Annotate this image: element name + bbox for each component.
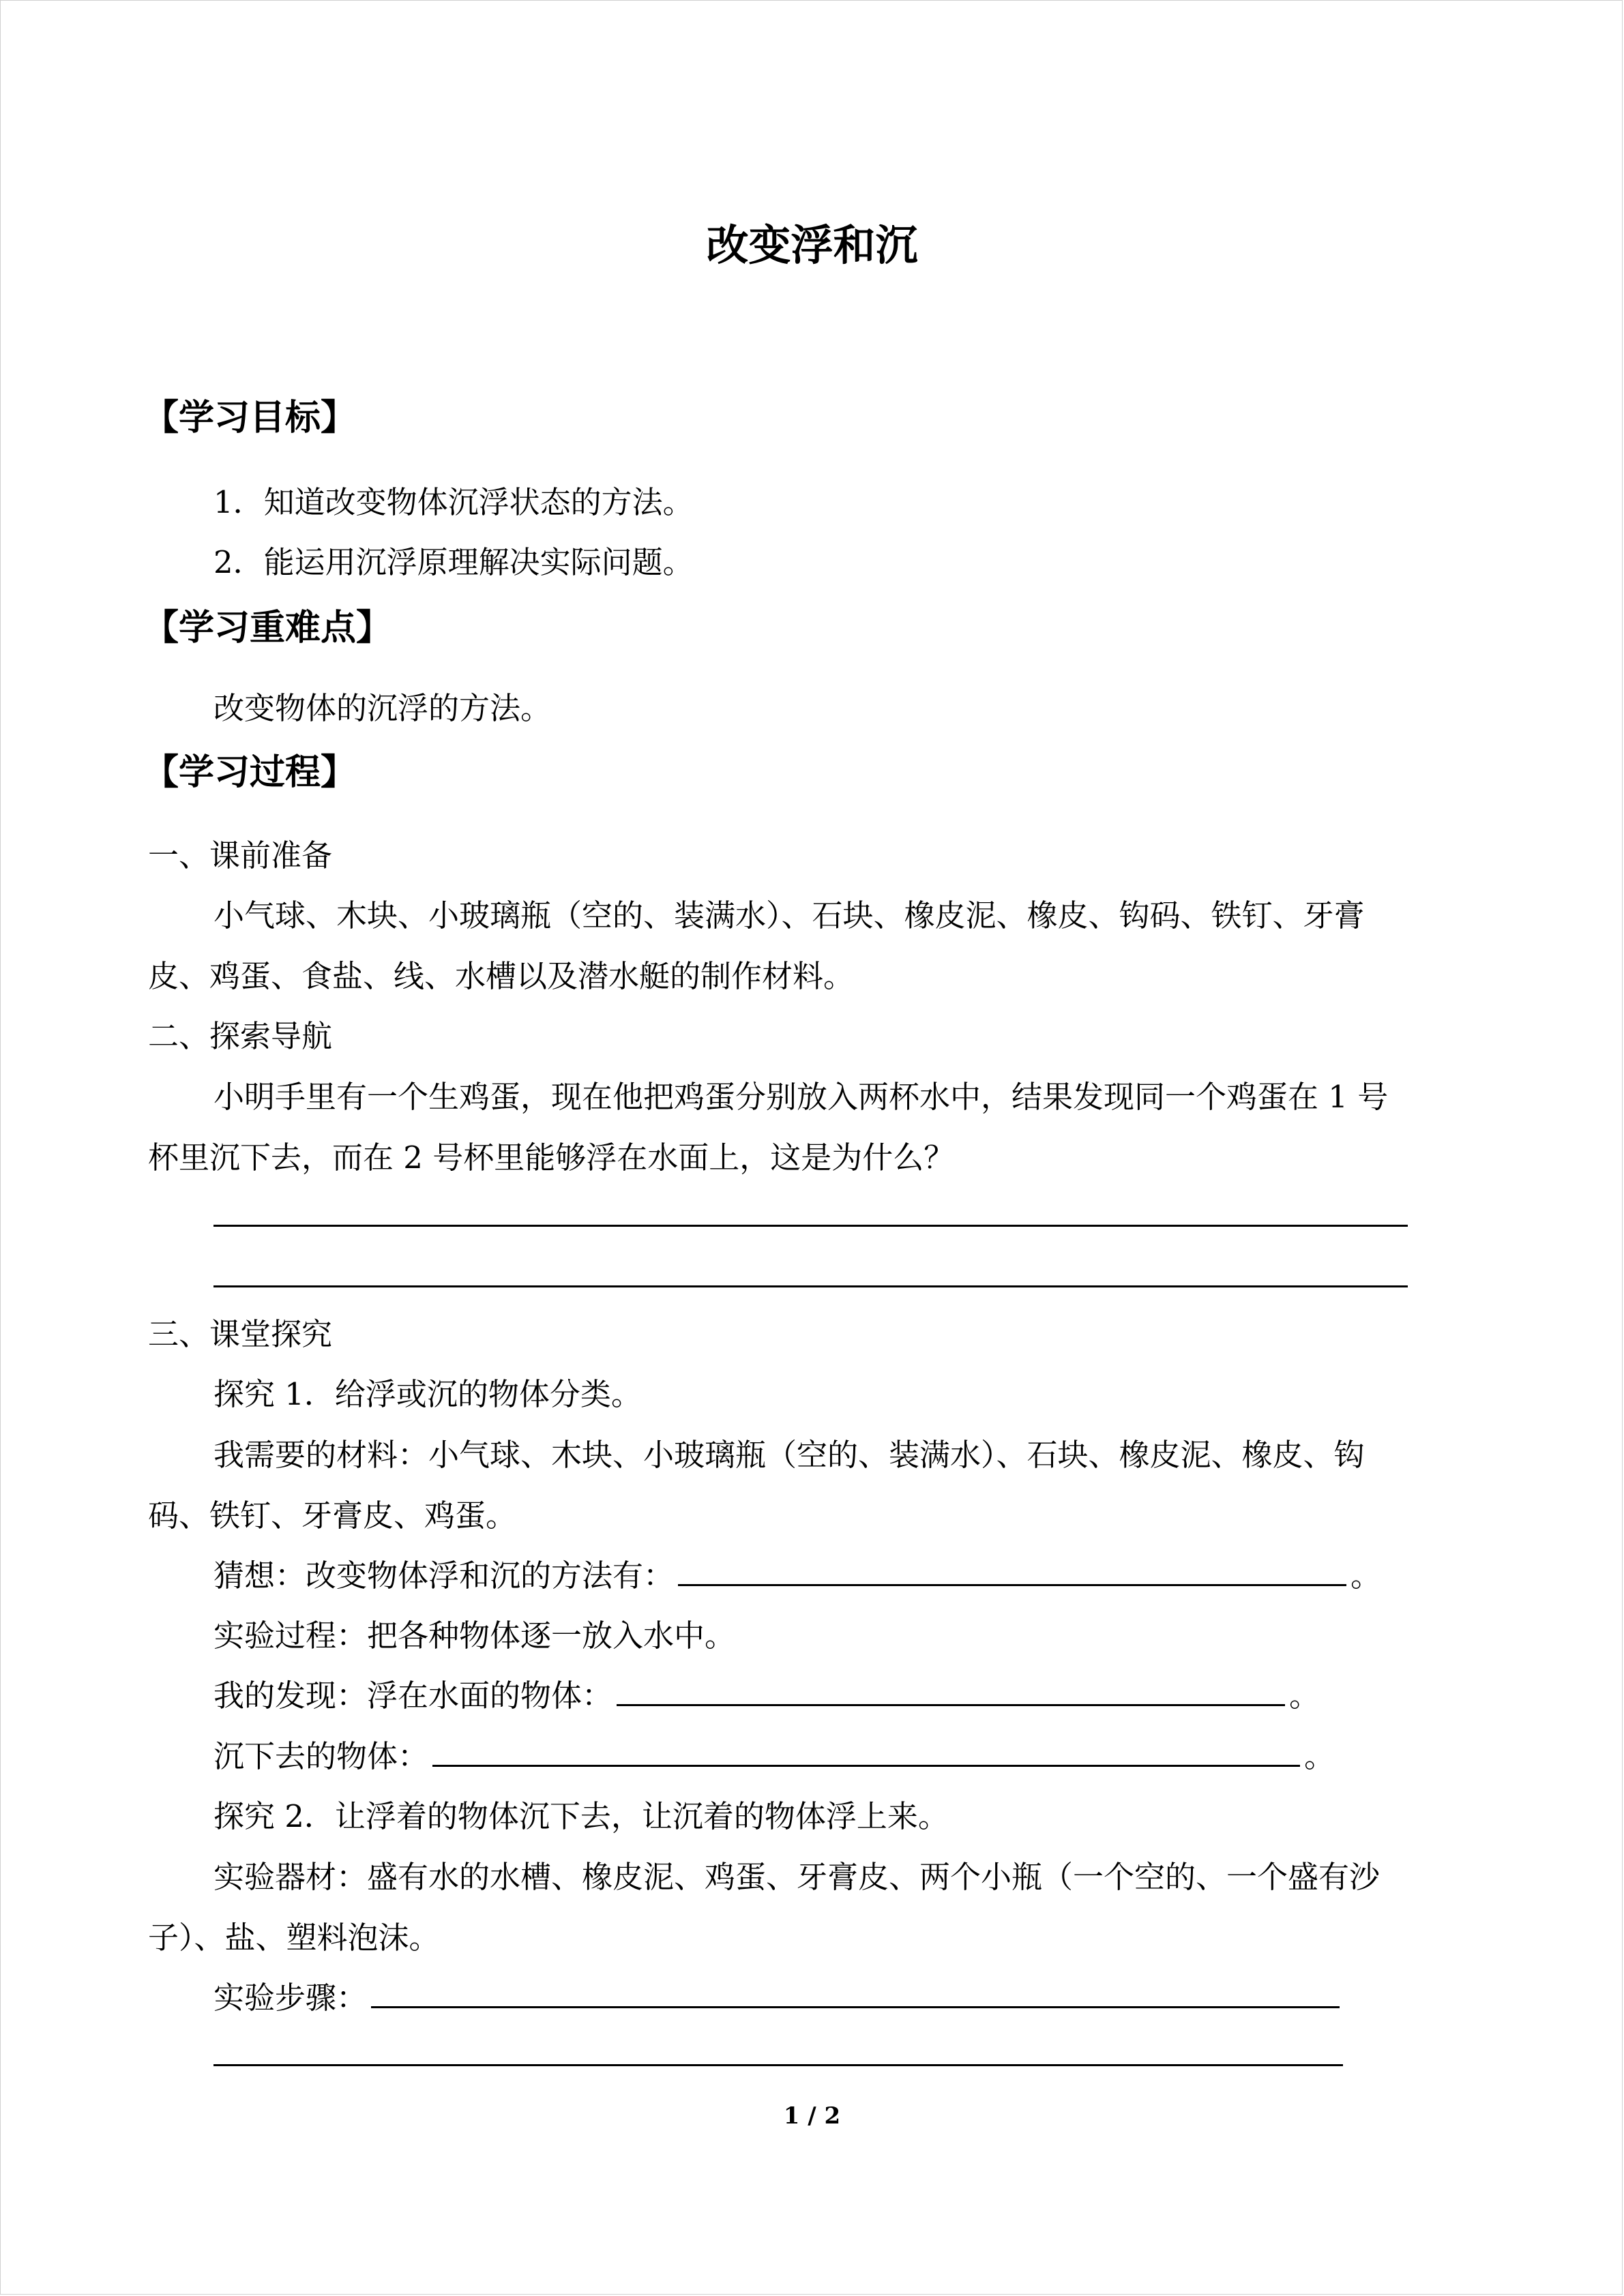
prep-line-2: 皮、鸡蛋、食盐、线、水槽以及潜水艇的制作材料。	[148, 958, 855, 994]
nav-line-2: 杯里沉下去，而在 2 号杯里能够浮在水面上，这是为什么？	[148, 1139, 955, 1176]
process-heading: 【学习过程】	[143, 751, 357, 793]
steps-row	[213, 1973, 1344, 2017]
goals-heading: 【学习目标】	[143, 397, 357, 438]
answer-line-2[interactable]	[213, 1285, 1408, 1287]
steps-blank[interactable]	[371, 1976, 1340, 2008]
materials-line-2: 码、铁钉、牙膏皮、鸡蛋。	[148, 1497, 517, 1534]
goal-item-1: 1．知道改变物体沉浮状态的方法。	[213, 484, 694, 520]
goal-item-2: 2．能运用沉浮原理解决实际问题。	[213, 544, 694, 580]
explore2-title: 探究 2．让浮着的物体沉下去，让沉着的物体浮上来。	[213, 1798, 949, 1834]
sink-blank[interactable]	[432, 1735, 1300, 1767]
guess-label: 猜想：改变物体浮和沉的方法有：	[213, 1557, 675, 1594]
prep-line-1: 小气球、木块、小玻璃瓶（空的、装满水）、石块、橡皮泥、橡皮、钩码、铁钉、牙膏	[213, 897, 1365, 934]
equipment-line-2: 子）、盐、塑料泡沫。	[148, 1920, 440, 1956]
document-title: 改变浮和沉	[706, 220, 918, 270]
equipment-line-1: 实验器材：盛有水的水槽、橡皮泥、鸡蛋、牙膏皮、两个小瓶（一个空的、一个盛有沙	[213, 1859, 1381, 1895]
procedure-text: 实验过程：把各种物体逐一放入水中。	[213, 1617, 736, 1654]
materials-line-1: 我需要的材料：小气球、木块、小玻璃瓶（空的、装满水）、石块、橡皮泥、橡皮、钩	[213, 1437, 1365, 1473]
page-number: 1 / 2	[783, 2102, 841, 2130]
nav-line-1: 小明手里有一个生鸡蛋，现在他把鸡蛋分别放入两杯水中，结果发现同一个鸡蛋在 1 号	[213, 1079, 1389, 1115]
answer-line-1[interactable]	[213, 1225, 1408, 1227]
guess-blank[interactable]	[678, 1554, 1346, 1586]
explore1-title: 探究 1．给浮或沉的物体分类。	[213, 1376, 642, 1412]
class-heading: 三、课堂探究	[148, 1316, 333, 1352]
guess-end: 。	[1350, 1557, 1382, 1594]
guess-row	[213, 1551, 1381, 1595]
float-end: 。	[1289, 1678, 1320, 1714]
prep-heading: 一、课前准备	[148, 837, 333, 874]
float-label: 我的发现：浮在水面的物体：	[213, 1678, 613, 1714]
key-points-heading: 【学习重难点】	[143, 607, 392, 648]
key-points-text: 改变物体的沉浮的方法。	[213, 690, 552, 726]
float-blank[interactable]	[617, 1674, 1285, 1706]
steps-label: 实验步骤：	[213, 1980, 368, 2016]
float-row	[213, 1671, 1320, 1715]
sink-label: 沉下去的物体：	[213, 1738, 429, 1774]
nav-heading: 二、探索导航	[148, 1018, 333, 1054]
sink-end: 。	[1304, 1738, 1335, 1774]
sink-row	[213, 1731, 1335, 1776]
steps-line-2[interactable]	[213, 2064, 1343, 2066]
